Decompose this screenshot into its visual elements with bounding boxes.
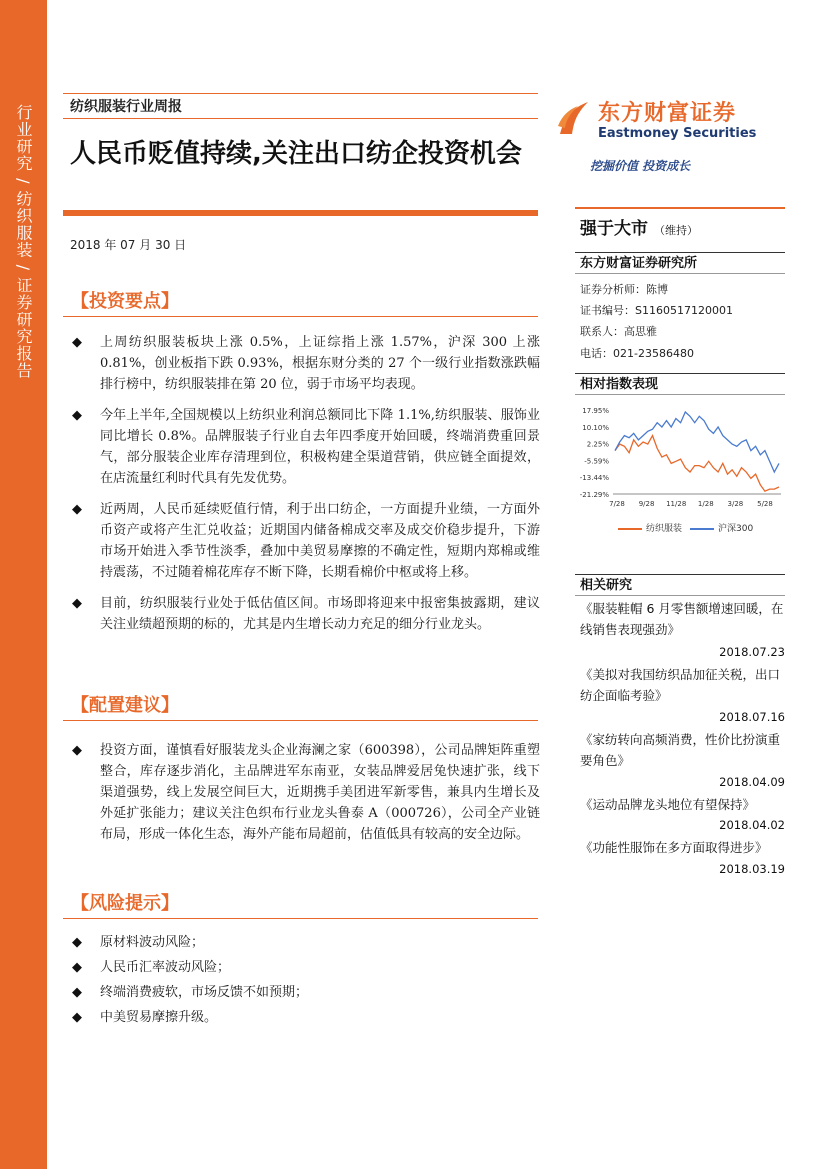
rating-status: （维持） <box>654 224 698 237</box>
category-sidebar <box>0 0 47 1169</box>
title-underline <box>63 210 538 216</box>
list-item: ◆ 中美贸易摩擦升级。 <box>70 1007 540 1028</box>
allocation-list <box>70 740 540 855</box>
list-item: ◆ 今年上半年,全国规模以上纺织业利润总额同比下降 1.1%,纺织服装、服饰业同比增长 0.8%。品牌服装子行业自去年四季度开始回暖，终端消费重回景气，部分服装企业库存清理到位，积极构建全渠道营销，供应链全面提效，在店流量红利时代具有先发优势。 <box>70 405 540 489</box>
perf-head: 相对指数表现 <box>575 373 785 395</box>
series-line-textile <box>615 436 779 492</box>
contact-name: 联系人：高思雅 <box>580 325 657 338</box>
related-item-title[interactable]: 《美拟对我国纺织品加征关税，出口纺企面临考验》 <box>580 667 781 703</box>
x-tick-label: 7/28 <box>609 500 625 508</box>
diamond-bullet-icon: ◆ <box>72 408 82 423</box>
x-tick-label: 9/28 <box>638 500 655 508</box>
related-item-title[interactable]: 《功能性服饰在多方面取得进步》 <box>580 840 768 855</box>
brand-slogan: 挖掘价值 投资成长 <box>590 159 691 173</box>
industry-rating <box>580 214 698 239</box>
contact-phone: 电话：021-23586480 <box>580 347 694 360</box>
related-item-date: 2018.03.19 <box>719 862 785 876</box>
y-tick-label: 17.95% <box>582 407 609 415</box>
allocation-section-title: 【配置建议】 <box>71 695 179 716</box>
list-item: ◆ 原材料波动风险； <box>70 932 540 953</box>
highlights-list <box>70 332 540 645</box>
risks-section-title: 【风险提示】 <box>71 893 179 914</box>
highlights-section-head <box>63 286 538 317</box>
related-item-date: 2018.04.02 <box>719 818 785 832</box>
rating-label: 强于大市 <box>580 219 648 239</box>
diamond-bullet-icon: ◆ <box>72 935 82 950</box>
report-date: 2018 年 07 月 30 日 <box>70 238 187 252</box>
related-item-date: 2018.07.23 <box>719 645 785 659</box>
related-item-date: 2018.07.16 <box>719 710 785 724</box>
rating-divider <box>575 207 785 209</box>
diamond-bullet-icon: ◆ <box>72 743 82 758</box>
list-item: ◆ 投资方面，谨慎看好服装龙头企业海澜之家（600398），公司品牌矩阵重塑整合，库存逐步消化，主品牌进军东南亚，女装品牌爱居兔快速扩张，线下渠道强势，线上发展空间巨大，近期携手美团进军新零售，兼具内生增长及外延扩张能力；建议关注色织布行业龙头鲁泰 A（000726），公司全产业链布局，形成一体化生态，海外产能布局超前，估值低具有较高的安全边际。 <box>70 740 540 845</box>
list-item: ◆ 近两周，人民币延续贬值行情，利于出口纺企，一方面提升业绩，一方面外币资产或将产生汇兑收益；近期国内储备棉成交率及成交价稳步提升，下游市场开始进入季节性淡季，叠加中美贸易摩擦的不确定性，短期内郑棉或维持震荡，不过随着棉花库存不断下降，长期看棉价中枢或将上移。 <box>70 499 540 583</box>
y-tick-label: 2.25% <box>586 440 609 449</box>
y-tick-label: -5.59% <box>584 457 609 466</box>
diamond-bullet-icon: ◆ <box>72 335 82 350</box>
related-item-title[interactable]: 《服装鞋帽 6 月零售额增速回暖，在线销售表现强劲》 <box>580 601 784 637</box>
brand-name-en: Eastmoney Securities <box>598 126 757 141</box>
series-line-hs300 <box>615 412 779 472</box>
risks-section-head <box>63 888 538 919</box>
legend-item-textile: 纺织服装 <box>618 521 682 534</box>
brand-logo-mark-icon <box>556 98 592 138</box>
analyst-name: 证券分析师：陈博 <box>580 283 668 296</box>
analyst-cert: 证书编号：S1160517120001 <box>580 304 733 317</box>
header-top-rule <box>63 93 538 94</box>
list-item: ◆ 目前，纺织服装行业处于低估值区间。市场即将迎来中报密集披露期，建议关注业绩超预期的标的，尤其是内生增长动力充足的细分行业龙头。 <box>70 593 540 635</box>
performance-chart-svg <box>575 404 785 519</box>
y-tick-label: -13.44% <box>579 474 609 483</box>
category-sidebar-text: 行业研究 / 纺织服装 / 证券研究报告 <box>14 104 33 380</box>
x-tick-label: 3/28 <box>727 500 744 508</box>
risks-list <box>70 932 540 1032</box>
legend-swatch-textile <box>618 528 642 530</box>
allocation-section-head <box>63 690 538 721</box>
diamond-bullet-icon: ◆ <box>72 985 82 1000</box>
list-item: ◆ 上周纺织服装板块上涨 0.5%，上证综指上涨 1.57%，沪深 300 上涨 0.81%，创业板指下跌 0.93%，根据东财分类的 27 个一级行业指数涨跌幅排行榜中，纺织服装排在第 20 位，弱于市场平均表现。 <box>70 332 540 395</box>
brand-logo <box>556 96 776 156</box>
list-item: ◆ 人民币汇率波动风险； <box>70 957 540 978</box>
related-item-date: 2018.04.09 <box>719 775 785 789</box>
x-tick-label: 5/28 <box>757 500 773 508</box>
x-tick-label: 1/28 <box>697 500 714 508</box>
y-tick-label: 10.10% <box>582 423 609 432</box>
list-item: ◆ 终端消费疲软，市场反馈不如预期； <box>70 982 540 1003</box>
diamond-bullet-icon: ◆ <box>72 502 82 517</box>
related-item-title[interactable]: 《家纺转向高频消费，性价比扮演重要角色》 <box>580 732 781 768</box>
diamond-bullet-icon: ◆ <box>72 1010 82 1025</box>
diamond-bullet-icon: ◆ <box>72 960 82 975</box>
x-tick-label: 11/28 <box>666 500 687 508</box>
brand-name-cn: 东方财富证券 <box>598 101 737 126</box>
diamond-bullet-icon: ◆ <box>72 596 82 611</box>
header-divider <box>63 118 538 119</box>
report-title: 人民币贬值持续,关注出口纺企投资机会 <box>70 139 522 169</box>
related-item-title[interactable]: 《运动品牌龙头地位有望保持》 <box>580 797 756 812</box>
y-tick-label: -21.29% <box>579 491 609 499</box>
highlights-section-title: 【投资要点】 <box>71 291 179 312</box>
legend-item-hs300: 沪深300 <box>690 521 753 534</box>
report-type: 纺织服装行业周报 <box>70 99 182 115</box>
institute-head: 东方财富证券研究所 <box>575 252 785 274</box>
related-head: 相关研究 <box>575 574 785 596</box>
legend-swatch-hs300 <box>690 528 714 530</box>
